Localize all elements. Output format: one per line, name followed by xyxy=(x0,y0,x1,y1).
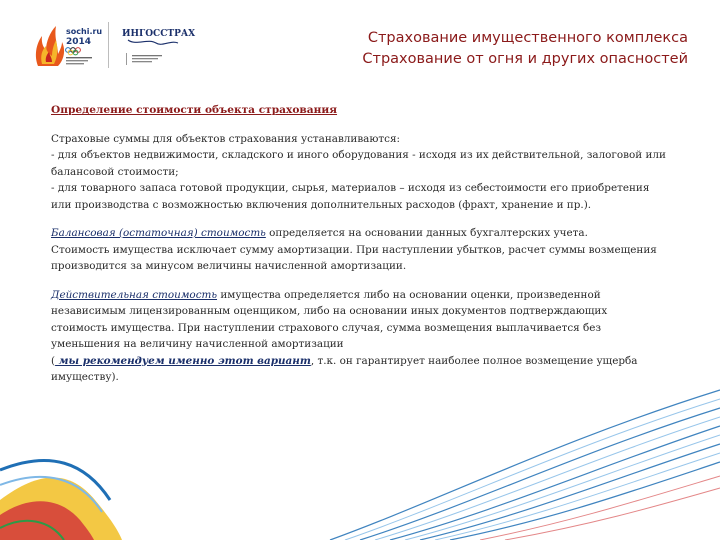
bullet-1-line-2: балансовой стоимости; xyxy=(51,165,179,178)
sochi-2014-logo xyxy=(28,20,103,70)
svg-text:sochi.ru: sochi.ru xyxy=(66,27,103,36)
ingosstrakh-logo xyxy=(120,24,196,68)
actual-line-2: независимым лицензированным оценщиком, либо на основании иных документов подтверждающих xyxy=(51,305,608,317)
actual-tail: , т.к. он гарантирует наиболее полное возмещение ущерба xyxy=(310,354,638,367)
bullet-1-line-1: - для объектов недвижимости, складского и иного оборудования - исходя из их действительной, залоговой или xyxy=(51,149,666,161)
actual-line-6: имуществу). xyxy=(51,371,119,383)
intro-text: Страховые суммы для объектов страхования устанавливаются: xyxy=(51,132,401,145)
balance-line-3: производится за минусом величины начисленной амортизации. xyxy=(51,260,407,272)
title-line-1: Страхование имущественного комплекса xyxy=(367,30,688,46)
svg-text:ИНГОССТРАХ: ИНГОССТРАХ xyxy=(122,29,196,39)
balance-text: определяется на основании данных бухгалтерских учета. xyxy=(265,227,588,239)
content xyxy=(51,102,676,386)
actual-paragraph xyxy=(51,287,676,304)
section-heading: Определение стоимости объекта страхования xyxy=(51,104,338,116)
balance-line-2: Стоимость имущества исключает сумму амортизации. При наступлении убытков, расчет суммы возмещения xyxy=(51,243,657,256)
actual-term: Действительная стоимость xyxy=(51,288,218,301)
svg-text:2014: 2014 xyxy=(66,37,92,47)
slide-title xyxy=(288,28,688,70)
title-line-2: Страхование от огня и других опасностей xyxy=(362,51,688,67)
actual-line-4: уменьшения на величину начисленной амортизации xyxy=(51,338,344,350)
logo-divider xyxy=(108,22,109,68)
actual-open: ( xyxy=(51,354,56,367)
actual-text: имущества определяется либо на основании оценки, произведенной xyxy=(217,288,601,301)
recommendation: мы рекомендуем именно этот вариант xyxy=(55,354,311,367)
balance-term: Балансовая (остаточная) стоимость xyxy=(51,227,266,239)
bullet-2-line-1: - для товарного запаса готовой продукции, сырья, материалов – исходя из себестоимости его приобретения xyxy=(51,182,650,194)
balance-paragraph xyxy=(51,225,676,242)
actual-line-3: стоимость имущества. При наступлении страхового случая, сумма возмещения выплачивается без xyxy=(51,321,602,334)
actual-line-5 xyxy=(51,353,676,370)
bullet-2-line-2: или производства с возможностью включения дополнительных расходов (фрахт, хранение и пр.). xyxy=(51,198,592,211)
